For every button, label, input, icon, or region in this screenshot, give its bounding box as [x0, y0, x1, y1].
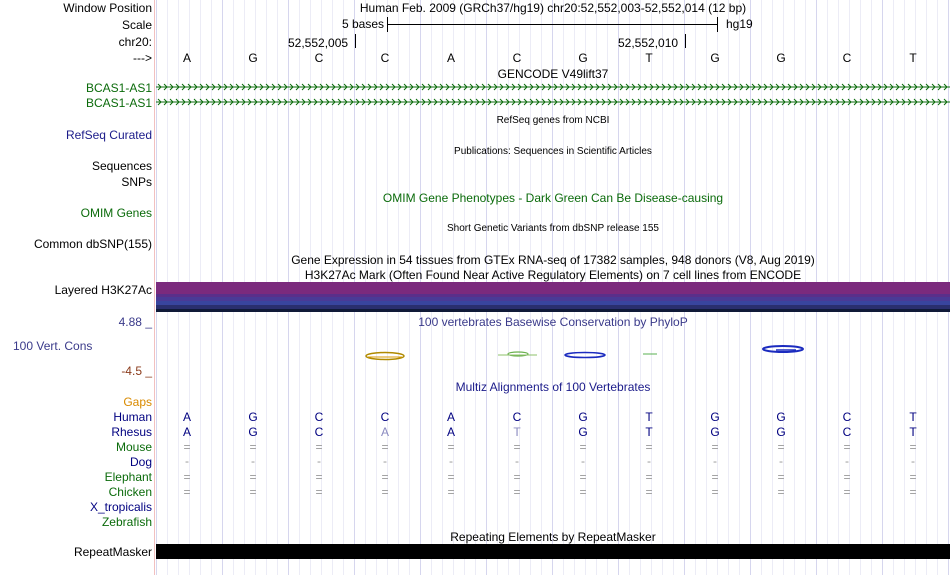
- mouse-base: =: [183, 440, 191, 454]
- elephant-base: =: [843, 470, 851, 484]
- elephant-base: =: [711, 470, 719, 484]
- assembly-label: hg19: [726, 17, 753, 31]
- human-base: C: [512, 410, 522, 424]
- gene-label-bcas1-as1-1[interactable]: BCAS1-AS1: [85, 81, 152, 95]
- dog-base: -: [779, 454, 783, 468]
- refseq-track-title[interactable]: RefSeq genes from NCBI: [496, 115, 610, 126]
- mouse-base: =: [579, 440, 587, 454]
- repeatmasker-label[interactable]: RepeatMasker: [73, 545, 152, 559]
- dog-base: -: [251, 454, 255, 468]
- gene-label-bcas1-as1-2[interactable]: BCAS1-AS1: [85, 96, 152, 110]
- dbsnp-label[interactable]: Common dbSNP(155): [33, 237, 152, 251]
- mouse-base: =: [711, 440, 719, 454]
- coordinate-2: 52,552,010: [618, 36, 679, 50]
- sequences-label[interactable]: Sequences: [91, 159, 152, 173]
- base-letter: C: [380, 51, 390, 65]
- scale-text: 5 bases: [341, 17, 384, 31]
- elephant-base: =: [645, 470, 653, 484]
- phylop-max-label: 4.88 _: [118, 315, 152, 329]
- human-base: A: [446, 410, 455, 424]
- dog-base: -: [911, 454, 915, 468]
- rhesus-base: G: [710, 425, 720, 439]
- elephant-base: =: [513, 470, 521, 484]
- elephant-base: =: [579, 470, 587, 484]
- multiz-track-title[interactable]: Multiz Alignments of 100 Vertebrates: [455, 380, 651, 394]
- omim-label[interactable]: OMIM Genes: [80, 206, 152, 220]
- chicken-base: =: [381, 485, 389, 499]
- base-letter: A: [446, 51, 455, 65]
- mouse-base: =: [381, 440, 389, 454]
- gtex-track-title[interactable]: Gene Expression in 54 tissues from GTEx RNA-seq of 17382 samples, 948 donors (V8, Aug 2019): [291, 253, 815, 267]
- rhesus-base: G: [578, 425, 588, 439]
- elephant-base: =: [447, 470, 455, 484]
- dog-base: -: [185, 454, 189, 468]
- dog-base: -: [713, 454, 717, 468]
- mouse-base: =: [909, 440, 917, 454]
- dog-alignment-row: [0, 454, 950, 468]
- scale-bar-left-tick: [387, 17, 388, 32]
- omim-track-title[interactable]: OMIM Gene Phenotypes - Dark Green Can Be Disease-causing: [382, 191, 724, 205]
- dog-base: -: [383, 454, 387, 468]
- rhesus-base: A: [446, 425, 455, 439]
- h3k27ac-label[interactable]: Layered H3K27Ac: [54, 283, 152, 297]
- refseq-label[interactable]: RefSeq Curated: [65, 128, 152, 142]
- mouse-base: =: [777, 440, 785, 454]
- chicken-base: =: [843, 485, 851, 499]
- human-base: G: [578, 410, 588, 424]
- scale-bar-right-tick: [717, 17, 718, 32]
- rhesus-base: G: [248, 425, 258, 439]
- base-letter: A: [182, 51, 191, 65]
- base-letter: G: [776, 51, 786, 65]
- coordinate-2-tick: [685, 34, 686, 48]
- dbsnp-track-title[interactable]: Short Genetic Variants from dbSNP release 155: [447, 223, 659, 234]
- publications-track-title[interactable]: Publications: Sequences in Scientific Articles: [454, 146, 652, 157]
- base-letter: G: [248, 51, 258, 65]
- rhesus-base: A: [182, 425, 191, 439]
- base-letter: G: [710, 51, 720, 65]
- species-dog-label[interactable]: Dog: [129, 455, 152, 469]
- phylop-logo-glyphs: [156, 340, 950, 364]
- elephant-base: =: [777, 470, 785, 484]
- phylop-min-label: -4.5 _: [121, 364, 152, 378]
- elephant-alignment-row: [0, 470, 950, 484]
- window-position-text: Human Feb. 2009 (GRCh37/hg19) chr20:52,552,003-52,552,014 (12 bp): [359, 1, 747, 15]
- mouse-base: =: [645, 440, 653, 454]
- chicken-base: =: [249, 485, 257, 499]
- phylop-track-title[interactable]: 100 vertebrates Basewise Conservation by PhyloP: [418, 315, 688, 329]
- h3k27ac-signal[interactable]: [156, 282, 950, 312]
- species-elephant-label[interactable]: Elephant: [104, 470, 152, 484]
- species-xtropicalis-label[interactable]: X_tropicalis: [89, 500, 152, 514]
- dog-base: -: [647, 454, 651, 468]
- rhesus-base: T: [909, 425, 917, 439]
- coordinate-1: 52,552,005: [288, 36, 349, 50]
- chicken-alignment-row: [0, 485, 950, 499]
- elephant-base: =: [249, 470, 257, 484]
- human-base: C: [314, 410, 324, 424]
- elephant-base: =: [909, 470, 917, 484]
- elephant-base: =: [183, 470, 191, 484]
- rhesus-base: T: [645, 425, 653, 439]
- coordinate-1-tick: [355, 34, 356, 48]
- species-human-label[interactable]: Human: [113, 410, 152, 424]
- species-chicken-label[interactable]: Chicken: [108, 485, 152, 499]
- mouse-base: =: [315, 440, 323, 454]
- human-base: G: [248, 410, 258, 424]
- mouse-alignment-row: [0, 440, 950, 454]
- gencode-track-title[interactable]: GENCODE V49lift37: [497, 67, 609, 81]
- base-letter: T: [645, 51, 653, 65]
- rhesus-base: G: [776, 425, 786, 439]
- human-base: T: [645, 410, 653, 424]
- dog-base: -: [581, 454, 585, 468]
- base-sequence-row: [0, 51, 950, 65]
- human-base: G: [710, 410, 720, 424]
- mouse-base: =: [249, 440, 257, 454]
- rhesus-alignment-row: [0, 425, 950, 439]
- mouse-base: =: [513, 440, 521, 454]
- species-rhesus-label[interactable]: Rhesus: [111, 425, 152, 439]
- chicken-base: =: [711, 485, 719, 499]
- base-letter: G: [578, 51, 588, 65]
- base-letter: T: [909, 51, 917, 65]
- dog-base: -: [845, 454, 849, 468]
- strand-arrow-label: --->: [133, 51, 152, 65]
- chicken-base: =: [579, 485, 587, 499]
- repeatmasker-bar[interactable]: [156, 544, 950, 559]
- chicken-base: =: [777, 485, 785, 499]
- chr-label: chr20:: [118, 35, 152, 49]
- mouse-base: =: [843, 440, 851, 454]
- chicken-base: =: [513, 485, 521, 499]
- human-base: G: [776, 410, 786, 424]
- window-position-label: Window Position: [63, 1, 152, 15]
- rhesus-base: C: [842, 425, 852, 439]
- elephant-base: =: [381, 470, 389, 484]
- gene-models-svg[interactable]: [156, 83, 950, 111]
- rhesus-base: A: [380, 425, 389, 439]
- human-base: C: [380, 410, 390, 424]
- rhesus-base: C: [314, 425, 324, 439]
- human-alignment-row: [0, 410, 950, 424]
- base-letter: C: [314, 51, 324, 65]
- human-base: T: [909, 410, 917, 424]
- species-gaps-label[interactable]: Gaps: [123, 395, 152, 409]
- chicken-base: =: [447, 485, 455, 499]
- phylop-label[interactable]: 100 Vert. Cons: [13, 339, 93, 353]
- chicken-base: =: [315, 485, 323, 499]
- human-base: A: [182, 410, 191, 424]
- base-letter: C: [512, 51, 522, 65]
- dog-base: -: [317, 454, 321, 468]
- rhesus-base: T: [513, 425, 521, 439]
- h3k27ac-track-title[interactable]: H3K27Ac Mark (Often Found Near Active Regulatory Elements) on 7 cell lines from ENCODE: [304, 268, 802, 282]
- scale-bar: [387, 24, 717, 25]
- species-mouse-label[interactable]: Mouse: [115, 440, 152, 454]
- base-letter: C: [842, 51, 852, 65]
- chicken-base: =: [183, 485, 191, 499]
- chicken-base: =: [909, 485, 917, 499]
- dog-base: -: [515, 454, 519, 468]
- scale-label: Scale: [121, 18, 152, 32]
- species-zebrafish-label[interactable]: Zebrafish: [101, 515, 152, 529]
- mouse-base: =: [447, 440, 455, 454]
- elephant-base: =: [315, 470, 323, 484]
- chicken-base: =: [645, 485, 653, 499]
- human-base: C: [842, 410, 852, 424]
- repeatmasker-track-title[interactable]: Repeating Elements by RepeatMasker: [450, 530, 656, 544]
- snps-label[interactable]: SNPs: [121, 175, 152, 189]
- dog-base: -: [449, 454, 453, 468]
